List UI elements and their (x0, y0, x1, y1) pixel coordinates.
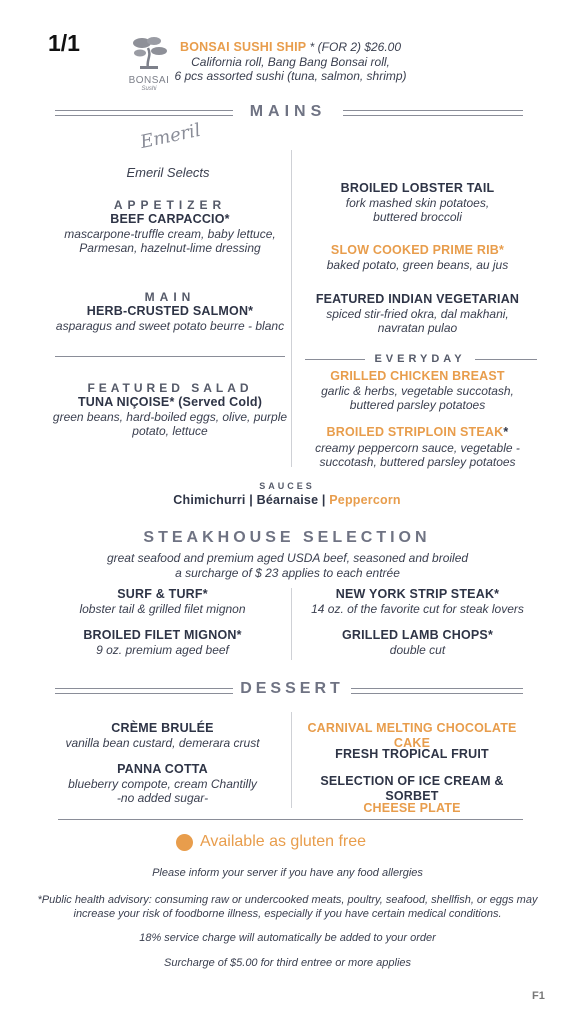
panna-cotta-line2: -no added sugar- (116, 791, 209, 805)
gluten-free-label: Available as gluten free (200, 833, 367, 850)
salmon-line1: asparagus and sweet potato beurre - blanc (55, 319, 285, 333)
mains-title: MAINS (249, 103, 327, 120)
advisory-line2: increase your risk of foodborne illness, especially if you have certain medical conditions. (73, 908, 502, 920)
surf-turf-name: SURF & TURF* (117, 587, 208, 601)
surcharge-note: Surcharge of $5.00 for third entree or more applies (163, 957, 412, 969)
main-block (40, 290, 300, 333)
page-number: 1/1 (48, 30, 80, 56)
mains-rule-left (55, 110, 233, 116)
striploin-block (295, 423, 540, 469)
lamb-block (295, 628, 540, 657)
sauce-peppercorn: Peppercorn (329, 493, 401, 507)
lobster-block (295, 181, 540, 224)
bonsai-ship-price: * (FOR 2) $26.00 (309, 40, 402, 54)
tuna-nicoise-line2: potato, lettuce (132, 424, 208, 438)
ice-cream-sorbet: SELECTION OF ICE CREAM & SORBET (320, 774, 504, 803)
lobster-name: BROILED LOBSTER TAIL (340, 181, 495, 195)
vegetarian-block (295, 292, 540, 335)
strip-block (295, 587, 540, 616)
panna-cotta-name: PANNA COTTA (117, 762, 208, 776)
cheese-plate: CHEESE PLATE (363, 801, 461, 815)
prime-rib-line1: baked potato, green beans, au jus (326, 258, 509, 272)
sauces-list (137, 493, 437, 508)
bonsai-ship-line2: 6 pcs assorted sushi (tuna, salmon, shrimp) (174, 69, 407, 83)
bonsai-logo-subtext: Sushi (141, 86, 157, 92)
lamb-name: GRILLED LAMB CHOPS* (341, 628, 494, 642)
tuna-nicoise-line1: green beans, hard-boiled eggs, olive, purple (52, 410, 288, 424)
advisory-line1: *Public health advisory: consuming raw or undercooked meats, poultry, seafood, shellfish, or eggs may (37, 894, 538, 906)
featured-salad-block (40, 381, 300, 438)
panna-cotta-block (40, 762, 285, 805)
prime-rib-block (295, 243, 540, 272)
beef-carpaccio-line2: Parmesan, hazelnut-lime dressing (79, 241, 261, 255)
left-divider (55, 356, 285, 357)
striploin-star: * (503, 425, 509, 439)
lobster-line1: fork mashed skin potatoes, (345, 196, 490, 210)
bonsai-ship-block (168, 40, 413, 83)
sauce-separator: | (245, 493, 257, 507)
main-heading: MAIN (144, 290, 196, 304)
chicken-block (295, 369, 540, 412)
sauces-heading: SAUCES (259, 481, 315, 491)
strip-name: NEW YORK STRIP STEAK* (335, 587, 500, 601)
filet-name: BROILED FILET MIGNON* (83, 628, 242, 642)
chocolate-cake: CARNIVAL MELTING CHOCOLATE CAKE (307, 721, 517, 750)
emeril-selects: Emeril Selects (126, 165, 210, 180)
allergy-note: Please inform your server if you have any food allergies (152, 867, 423, 879)
tuna-nicoise-name: TUNA NIÇOISE* (Served Cold) (77, 395, 263, 409)
appetizer-block (40, 198, 300, 255)
striploin-line1: creamy peppercorn sauce, vegetable - (315, 441, 520, 455)
strip-line1: 14 oz. of the favorite cut for steak lovers (311, 602, 524, 616)
lamb-line1: double cut (389, 643, 446, 657)
prime-rib-name: SLOW COOKED PRIME RIB* (330, 243, 505, 257)
bonsai-tree-icon (126, 36, 172, 70)
mains-rule-right (343, 110, 523, 116)
service-charge-note: 18% service charge will automatically be added to your order (139, 932, 436, 944)
footer-code: F1 (532, 990, 545, 1002)
steakhouse-divider (291, 588, 292, 660)
bottom-rule (58, 819, 523, 820)
everyday-rule-left (305, 359, 365, 360)
lobster-line2: buttered broccoli (373, 210, 462, 224)
tropical-fruit: FRESH TROPICAL FRUIT (335, 747, 489, 761)
bonsai-logo-text: BONSAI (128, 75, 170, 86)
creme-brulee-name: CRÈME BRULÉE (111, 721, 214, 735)
bonsai-logo (126, 36, 172, 94)
panna-cotta-line1: blueberry compote, cream Chantilly (68, 777, 257, 791)
filet-block (40, 628, 285, 657)
dessert-rule-right (351, 688, 523, 694)
chicken-name: GRILLED CHICKEN BREAST (330, 369, 505, 383)
creme-brulee-block (40, 721, 285, 750)
vegetarian-name: FEATURED INDIAN VEGETARIAN (315, 292, 520, 306)
steakhouse-line2: a surcharge of $ 23 applies to each entrée (175, 566, 400, 580)
chicken-line1: garlic & herbs, vegetable succotash, (321, 384, 514, 398)
sauce-chimichurri: Chimichurri (173, 493, 246, 507)
steakhouse-line1: great seafood and premium aged USDA beef, seasoned and broiled (106, 551, 469, 565)
beef-carpaccio-line1: mascarpone-truffle cream, baby lettuce, (64, 227, 276, 241)
vegetarian-line1: spiced stir-fried okra, dal makhani, (326, 307, 509, 321)
creme-brulee-line1: vanilla bean custard, demerara crust (65, 736, 260, 750)
filet-line1: 9 oz. premium aged beef (96, 643, 229, 657)
striploin-line2: succotash, buttered parsley potatoes (319, 455, 516, 469)
everyday-rule-right (475, 359, 537, 360)
bonsai-ship-name: BONSAI SUSHI SHIP (179, 40, 307, 54)
surf-turf-block (40, 587, 285, 616)
surf-turf-line1: lobster tail & grilled filet mignon (79, 602, 246, 616)
sauce-separator: | (318, 493, 330, 507)
striploin-name: BROILED STRIPLOIN STEAK (326, 425, 504, 439)
emeril-signature: Emeril (138, 119, 203, 154)
salmon-name: HERB-CRUSTED SALMON* (86, 304, 254, 318)
beef-carpaccio-name: BEEF CARPACCIO* (110, 212, 230, 226)
chicken-line2: buttered parsley potatoes (349, 398, 486, 412)
steakhouse-title: STEAKHOUSE SELECTION (143, 529, 431, 546)
vegetarian-line2: navratan pulao (377, 321, 458, 335)
appetizer-heading: APPETIZER (113, 198, 227, 212)
featured-salad-heading: FEATURED SALAD (87, 381, 253, 395)
dessert-rule-left (55, 688, 233, 694)
gluten-free-dot (176, 834, 193, 851)
sauce-bearnaise: Béarnaise (256, 493, 319, 507)
bonsai-ship-line1: California roll, Bang Bang Bonsai roll, (191, 55, 390, 69)
dessert-title: DESSERT (240, 680, 344, 697)
everyday-heading: EVERYDAY (374, 353, 466, 365)
